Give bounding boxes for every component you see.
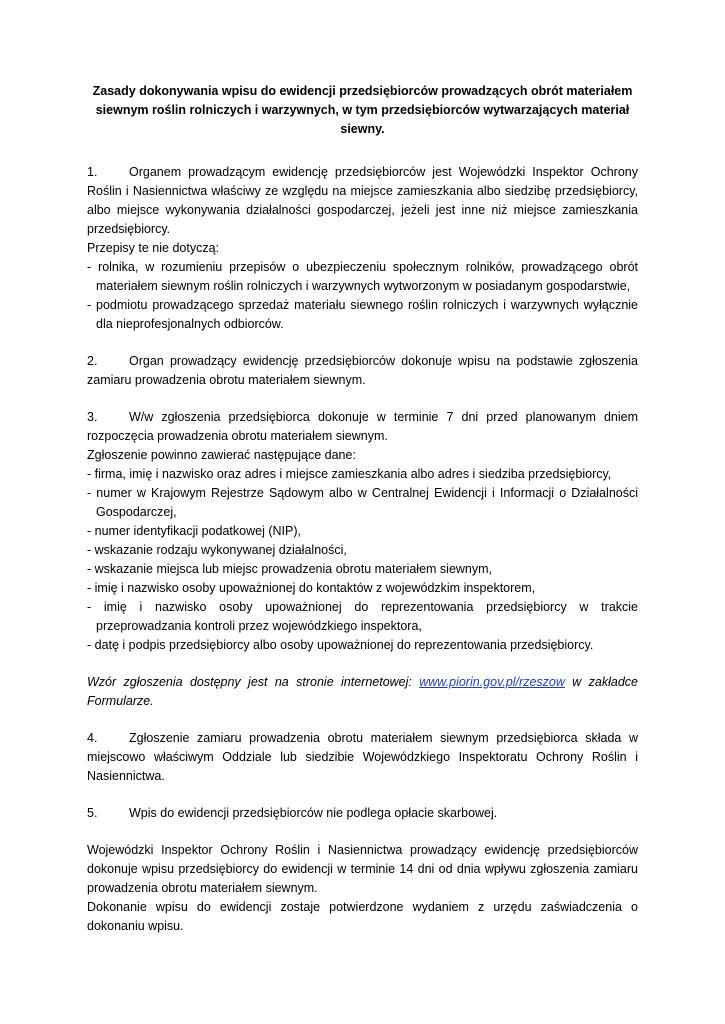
section-1-number: 1. (87, 165, 98, 179)
contents-item: - numer w Krajowym Rejestrze Sądowym albo w Centralnej Ewidencji i Informacji o Działalności Gospodarczej, (87, 486, 638, 519)
section-1-text (87, 163, 638, 239)
contents-intro: Zgłoszenie powinno zawierać następujące dane: (87, 448, 356, 462)
section-4 (87, 729, 638, 786)
form-note-after: w zakładce Formularze. (87, 675, 638, 708)
document-title (87, 82, 638, 139)
document-page (87, 82, 638, 936)
contents-item: - firma, imię i nazwisko oraz adres i miejsce zamieszkania albo adres i siedziba przedsiębiorcy, (87, 467, 612, 481)
section-2-number: 2. (87, 354, 98, 368)
contents-item: - numer identyfikacji podatkowej (NIP), (87, 524, 301, 538)
piorin-website-link[interactable]: www.piorin.gov.pl/rzeszow (419, 675, 565, 689)
title-line-2: siewnym roślin rolniczych i warzywnych, w tym przedsiębiorców wytwarzających materiał siewny. (95, 103, 630, 136)
closing-paragraph-2: Dokonanie wpisu do ewidencji zostaje potwierdzone wydaniem z urzędu zaświadczenia o dokonaniu wpisu. (87, 900, 638, 933)
exclusions-intro: Przepisy te nie dotyczą: (87, 241, 220, 255)
section-2-body: Organ prowadzący ewidencję przedsiębiorców dokonuje wpisu na podstawie zgłoszenia zamiaru prowadzenia obrotu materiałem siewnym. (87, 354, 638, 387)
form-note-text (87, 673, 638, 711)
contents-item: - wskazanie miejsca lub miejsc prowadzenia obrotu materiałem siewnym, (87, 562, 493, 576)
section-4-body: Zgłoszenie zamiaru prowadzenia obrotu materiałem siewnym przedsiębiorca składa w miejscowo właściwym Oddziale lub siedzibie Wojewódzkiego Inspektoratu Ochrony Roślin i Nasiennictwa. (87, 731, 638, 783)
exclusion-item: - podmiotu prowadzącego sprzedaż materiału siewnego roślin rolniczych i warzywnych wyłącznie dla nieprofesjonalnych odbiorców. (87, 298, 638, 331)
closing-section (87, 841, 638, 936)
contents-item: - imię i nazwisko osoby upoważnionej do kontaktów z wojewódzkim inspektorem, (87, 581, 536, 595)
section-3-text (87, 408, 638, 446)
section-2-text (87, 352, 638, 390)
section-3-number: 3. (87, 410, 98, 424)
section-2 (87, 352, 638, 390)
section-3-body: W/w zgłoszenia przedsiębiorca dokonuje w terminie 7 dni przed planowanym dniem rozpoczęcia prowadzenia obrotu materiałem siewnym. (87, 410, 638, 443)
contents-item: - wskazanie rodzaju wykonywanej działalności, (87, 543, 347, 557)
form-note (87, 673, 638, 711)
section-5 (87, 804, 638, 823)
title-line-1: Zasady dokonywania wpisu do ewidencji przedsiębiorców prowadzących obrót materiałem (92, 84, 633, 98)
form-note-before: Wzór zgłoszenia dostępny jest na stronie internetowej: (87, 675, 420, 689)
section-1 (87, 163, 638, 334)
section-5-body: Wpis do ewidencji przedsiębiorców nie podlega opłacie skarbowej. (129, 806, 498, 820)
section-5-number: 5. (87, 806, 98, 820)
contents-item: - datę i podpis przedsiębiorcy albo osoby upoważnionej do reprezentowania przedsiębiorcy. (87, 638, 594, 652)
contents-item: - imię i nazwisko osoby upoważnionej do reprezentowania przedsiębiorcy w trakcie przeprowadzania kontroli przez wojewódzkiego inspektora, (87, 600, 638, 633)
section-4-number: 4. (87, 731, 98, 745)
exclusion-item: - rolnika, w rozumieniu przepisów o ubezpieczeniu społecznym rolników, prowadzącego obrót materiałem siewnym roślin rolniczych i warzywnych wytworzonym w posiadanym gospodarstwie, (87, 260, 638, 293)
section-5-text (87, 804, 638, 823)
section-1-body: Organem prowadzącym ewidencję przedsiębiorców jest Wojewódzki Inspektor Ochrony Roślin i Nasiennictwa właściwy ze względu na miejsce zamieszkania albo siedzibę przedsiębiorcy, albo miejsce wykonywania działalności gospodarczej, jeżeli jest inne niż miejsce zamieszkania przedsiębiorcy. (87, 165, 638, 236)
closing-paragraph-1: Wojewódzki Inspektor Ochrony Roślin i Nasiennictwa prowadzący ewidencję przedsiębiorców dokonuje wpisu przedsiębiorcy do ewidencji w terminie 14 dni od dnia wpływu zgłoszenia zamiaru prowadzenia obrotu materiałem siewnym. (87, 843, 638, 895)
section-3 (87, 408, 638, 655)
section-4-text (87, 729, 638, 786)
